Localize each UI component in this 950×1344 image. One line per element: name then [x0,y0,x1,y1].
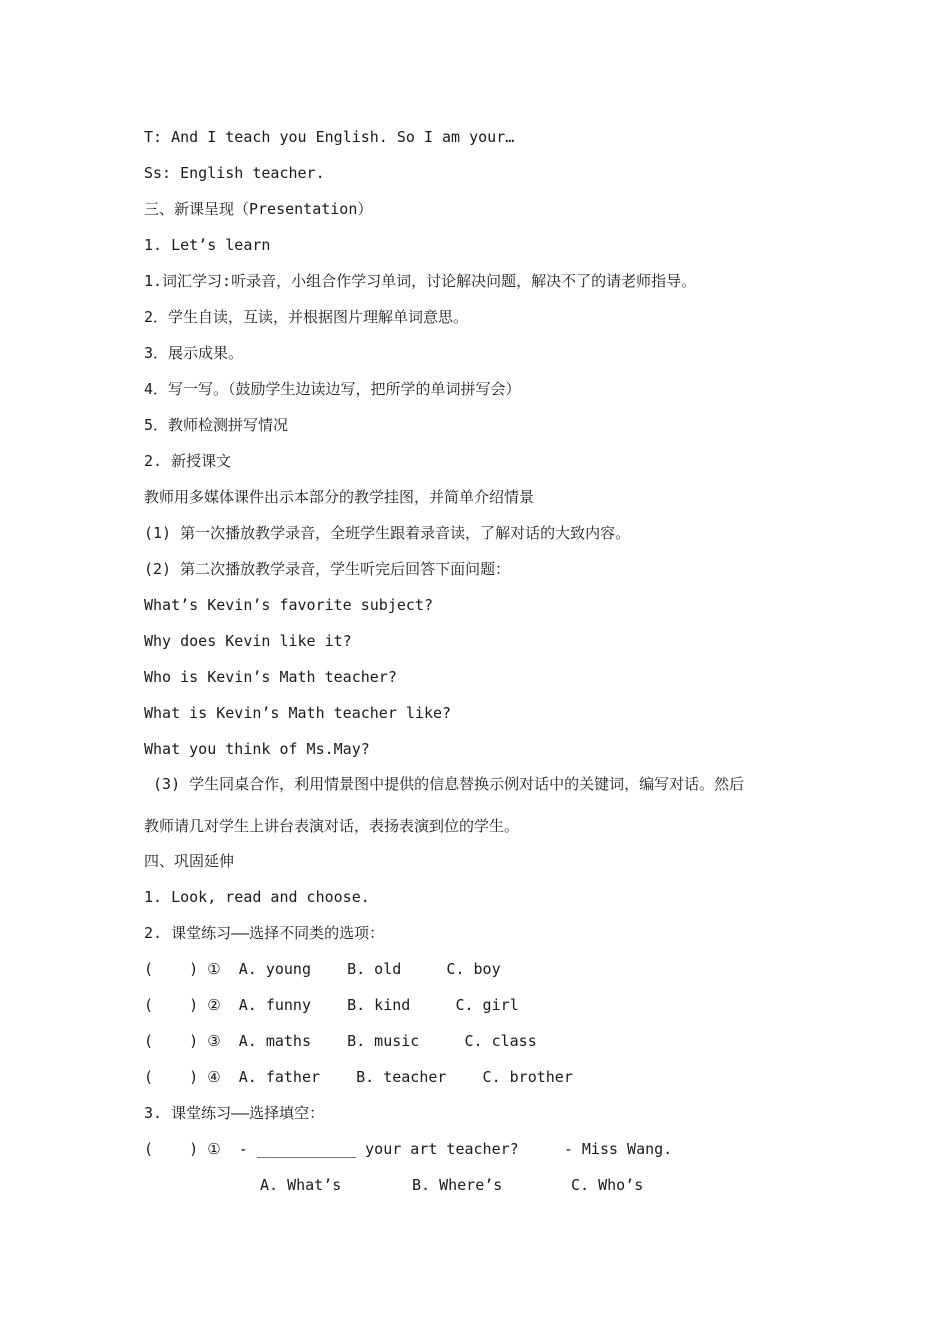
question-line: Who is Kevin’s Math teacher? [144,668,397,686]
subsection-heading: 1. Look, read and choose. [144,888,370,906]
text-line: (3) 学生同桌合作，利用情景图中提供的信息替换示例对话中的关键词，编写对话。然后 [144,775,745,793]
text-line: 5．教师检测拼写情况 [144,416,289,434]
question-line: What’s Kevin’s favorite subject? [144,596,433,614]
exercise-line: ( ) ① A. young B. old C. boy [144,960,501,978]
exercise-line: ( ) ② A. funny B. kind C. girl [144,996,519,1014]
text-line: 4．写一写。（鼓励学生边读边写，把所学的单词拼写会） [144,380,521,398]
subsection-heading: 2. 课堂练习——选择不同类的选项： [144,924,385,942]
exercise-line: ( ) ① - ___________ your art teacher? - Miss Wang. [144,1140,673,1158]
question-line: Why does Kevin like it? [144,632,352,650]
subsection-heading: 3. 课堂练习——选择填空： [144,1104,325,1122]
text-line: Ss: English teacher. [144,164,325,182]
option-c: C. Who’s [571,1176,644,1194]
text-line: 教师请几对学生上讲台表演对话，表扬表演到位的学生。 [144,817,520,835]
question-line: What is Kevin’s Math teacher like? [144,704,452,722]
text-line: (1) 第一次播放教学录音，全班学生跟着录音读，了解对话的大致内容。 [144,524,631,542]
section-heading: 三、新课呈现（Presentation） [144,200,373,218]
text-line: 3．展示成果。 [144,344,244,362]
text-line: 教师用多媒体课件出示本部分的教学挂图，并简单介绍情景 [144,488,535,506]
exercise-line: ( ) ④ A. father B. teacher C. brother [144,1068,573,1086]
option-b: B. Where’s [412,1176,503,1194]
exercise-line: ( ) ③ A. maths B. music C. class [144,1032,537,1050]
subsection-heading: 2. 新授课文 [144,452,232,470]
section-heading: 四、巩固延伸 [144,852,235,870]
text-line: 1.词汇学习:听录音，小组合作学习单词，讨论解决问题，解决不了的请老师指导。 [144,272,697,290]
subsection-heading: 1. Let’s learn [144,236,271,254]
question-line: What you think of Ms.May? [144,740,370,758]
text-line: 2．学生自读，互读，并根据图片理解单词意思。 [144,308,469,326]
text-line: T: And I teach you English. So I am your… [144,128,515,146]
text-line: (2) 第二次播放教学录音，学生听完后回答下面问题： [144,560,511,578]
option-a: A. What’s [260,1176,342,1194]
